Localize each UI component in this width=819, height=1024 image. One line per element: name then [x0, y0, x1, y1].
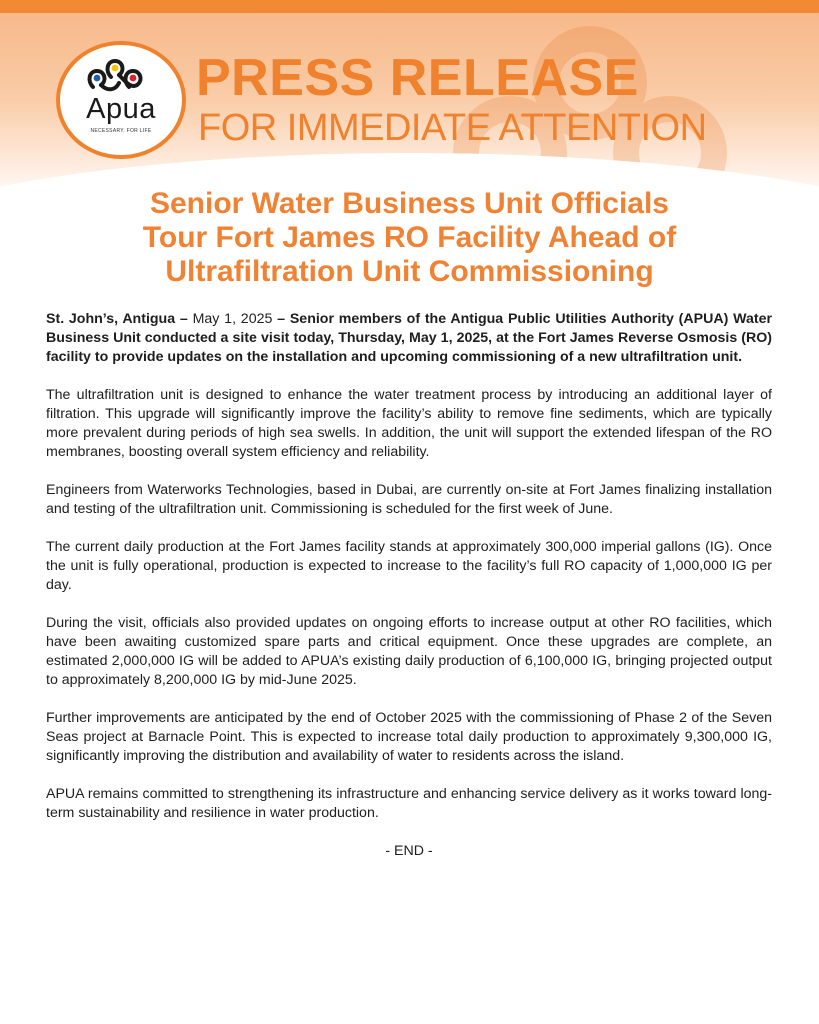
dateline-date: May 1, 2025: [192, 311, 273, 327]
paragraph: Further improvements are anticipated by the end of October 2025 with the commissioning of Phase 2 of the Seven Seas project at Barnacle Point. This is expected to increase total daily production to approximately 9,300,000 IG, significantly improving the distribution and availability of water to residents across the island.: [46, 710, 772, 764]
apua-logo-mark-icon: [85, 59, 157, 95]
paragraph: Engineers from Waterworks Technologies, based in Dubai, are currently on-site at Fort James finalizing installation and testing of the ultrafiltration unit. Commissioning is scheduled for the first week of June.: [46, 482, 772, 517]
top-accent-bar: [0, 0, 819, 13]
paragraph: The current daily production at the Fort James facility stands at approximately 300,000 imperial gallons (IG). Once the unit is fully operational, production is expected to increase to the facility’s full RO capacity of 1,000,000 IG per day.: [46, 539, 772, 593]
end-marker: - END -: [385, 843, 433, 859]
lead-paragraph: [46, 310, 772, 367]
paragraph: During the visit, officials also provided updates on ongoing efforts to increase output at other RO facilities, which have been awaiting customized spare parts and critical equipment. Once these upgrades are complete, an estimated 2,000,000 IG will be added to APUA’s existing daily production of 6,100,000 IG, bringing projected output to approximately 8,200,000 IG by mid-June 2025.: [46, 615, 772, 688]
press-release-title: PRESS RELEASE: [196, 49, 639, 107]
paragraph: The ultrafiltration unit is designed to enhance the water treatment process by introducing an additional layer of filtration. This upgrade will significantly improve the facility’s ability to remove fine sediments, which are typically more prevalent during periods of high sea swells. In addition, the unit will support the extended lifespan of the RO membranes, boosting overall system efficiency and reliability.: [46, 387, 772, 460]
header-banner: [0, 13, 819, 203]
headline-line-1: Senior Water Business Unit Officials: [149, 187, 669, 220]
headline-line-3: Ultrafiltration Unit Commissioning: [165, 255, 654, 288]
paragraph: APUA remains committed to strengthening its infrastructure and enhancing service delivery as it works toward long-term sustainability and resilience in water production.: [46, 786, 772, 821]
logo-wordmark: Apua: [86, 93, 156, 125]
article-body: [46, 310, 772, 861]
apua-logo: [56, 41, 186, 159]
lead-text: – Senior members of the Antigua Public Utilities Authority (APUA) Water Business Unit conducted a site visit today, Thursday, May 1, 2025, at the Fort James Reverse Osmosis (RO) facility to provide updates on the installation and upcoming commissioning of a new ultrafiltration unit.: [46, 311, 772, 365]
logo-tagline: NECESSARY. FOR LIFE: [90, 128, 152, 134]
press-release-subtitle: FOR IMMEDIATE ATTENTION: [198, 107, 707, 149]
dateline-location: St. John’s, Antigua –: [46, 311, 193, 327]
headline: [40, 187, 779, 289]
headline-line-2: Tour Fort James RO Facility Ahead of: [142, 221, 677, 254]
